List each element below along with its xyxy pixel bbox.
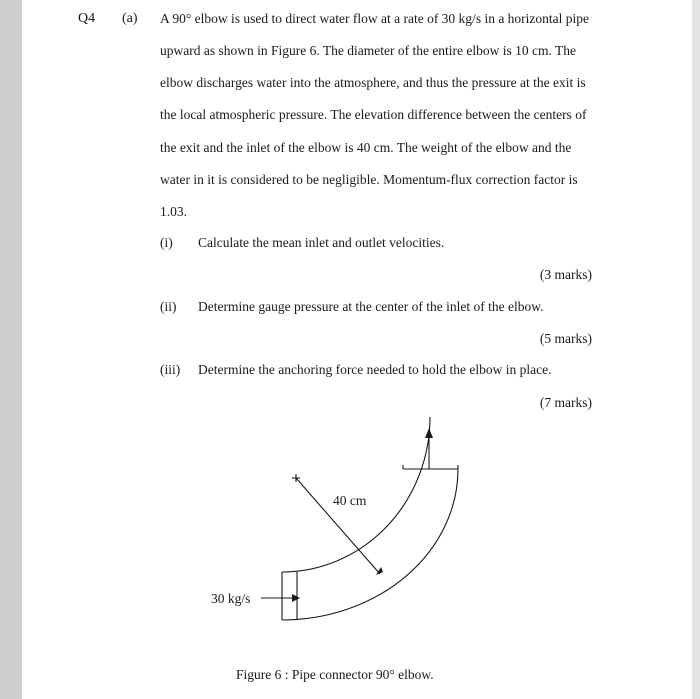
question-number: Q4 — [78, 11, 96, 26]
paragraph-line: 1.03. — [160, 204, 187, 219]
paragraph-line: the local atmospheric pressure. The elevation difference between the centers of — [160, 107, 587, 122]
dimension-label: 40 cm — [333, 493, 367, 508]
subpart-text: Determine gauge pressure at the center of the inlet of the elbow. — [198, 299, 544, 314]
paragraph-line: A 90° elbow is used to direct water flow at a rate of 30 kg/s in a horizontal pipe — [160, 11, 590, 26]
flow-rate-label: 30 kg/s — [211, 591, 251, 606]
paragraph-line: upward as shown in Figure 6. The diameter of the entire elbow is 10 cm. The — [160, 43, 577, 58]
paragraph-line: water in it is considered to be negligible. Momentum-flux correction factor is — [160, 172, 578, 187]
marks-label: (3 marks) — [539, 267, 592, 282]
part-label: (a) — [122, 11, 138, 26]
marks-label: (7 marks) — [539, 395, 592, 410]
outlet-arrowhead — [425, 428, 433, 438]
subpart-text: Determine the anchoring force needed to hold the elbow in place. — [198, 362, 552, 377]
subpart-label: (iii) — [160, 362, 181, 377]
paragraph-line: the exit and the inlet of the elbow is 40 cm. The weight of the elbow and the — [160, 140, 572, 155]
subpart-label: (i) — [160, 235, 173, 250]
inlet-arrowhead — [292, 594, 300, 602]
paragraph-line: elbow discharges water into the atmosphere, and thus the pressure at the exit is — [160, 75, 586, 90]
subpart-text: Calculate the mean inlet and outlet velocities. — [198, 235, 445, 250]
figure-caption: Figure 6 : Pipe connector 90° elbow. — [236, 667, 434, 682]
subpart-label: (ii) — [160, 299, 177, 314]
marks-label: (5 marks) — [539, 331, 592, 346]
